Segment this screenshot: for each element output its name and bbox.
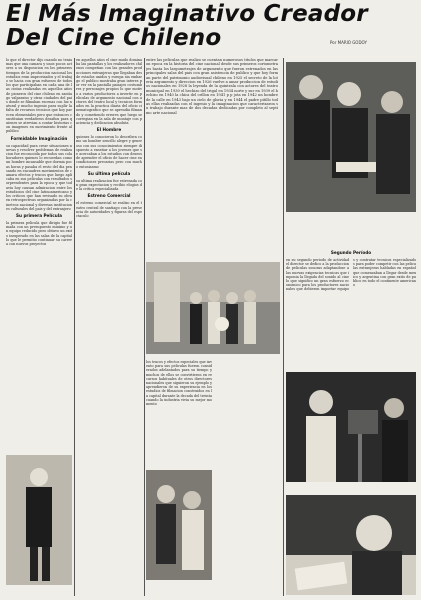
subhead-5: Segundo Período [330, 250, 372, 255]
subhead-3: Su primera Película [15, 212, 62, 218]
photo-three-men [286, 62, 416, 212]
body-text: el estreno comercial se realizo en el teatro central de santiago con la presencia de autoridades y figuras del espectaculo [76, 201, 142, 219]
body-text: entre las peliculas que realizo se cuentan numerosos titulos que marcaron epoca en la historia del cine nacional desde sus primeros cortometrajes hasta los largometrajes de argumento que fueron estrenados en las principales salas del pais con gran asistencia de publico y que hoy forman parte del patrimonio audiovisual chileno en 1925 el secreto de la loteria argumento y direccion en 1926 vuelve a amar produccion de estudios nacionales en 1928 la leyenda de la quintrala con actores del teatro municipal en 1930 el hechizo del trigal en 1934 norte y sur en 1939 el hechizo en 1940 la chica del crillon en 1941 p p jota en 1942 un hombre de la calle en 1943 bajo un cielo de gloria y en 1944 el padre pitillo todas ellas realizadas con el ingenio y la imaginacion que caracterizaron su trabajo durante mas de dos decadas dedicadas por completo al septimo arte nacional [146, 58, 278, 115]
column-rule [144, 58, 145, 596]
photo-director-portrait [286, 495, 416, 595]
subhead-6: Estreno Comercial [87, 193, 131, 199]
photo-caption [286, 214, 416, 224]
photo-man-camera [286, 372, 416, 482]
photo-man-standing [6, 455, 72, 585]
filmography-column [146, 58, 278, 258]
column-rule [74, 58, 75, 596]
text-column-2 [76, 58, 142, 598]
body-text: en aquellos años el cine mudo dominaba las pantallas y los realizadores chilenos competian con las grandes producciones extranjeras que llegaban desde estados unidos y europa sin embargo el publico mostraba gran interes por ver en la pantalla paisajes costumbres y personajes propios lo que motivo a varios productores a invertir en peliculas de argumento nacional con actores del teatro local y tecnicos formados en la practica diaria del oficio cinematografico que se aprendia filmando y cometiendo errores que luego se corregian en la sala de montaje con paciencia y dedicacion absoluta [76, 58, 142, 126]
subhead-1: Formidable Imaginación [10, 135, 68, 141]
subhead-4: Su última película [87, 170, 131, 176]
body-text: los trucos y efectos especiales que invento para sus peliculas fueron considerados adelantados para su tiempo y muchos de ellos se convirtieron en recursos habituales de otros directores nacionales que siguieron su ejemplo y aprendieron de su experiencia en los estudios de filmacion construidos en la capital durante la decada del treinta cuando la industria vivia su mejor momento [146, 360, 212, 407]
headline-line-2: Del Cine Chileno [6, 25, 222, 51]
headline-line-1: El Más Imaginativo Creador [6, 1, 368, 27]
body-text: su capacidad para crear situaciones nuevas y resolver problemas de realizacion fue reconocida por todos sus colaboradores quienes lo recuerdan como un hombre incansable que dormia pocas horas y pasaba el resto del dia pensando en encuadres movimientos de camara efectos y trucos que luego aplicaba en sus peliculas con resultados sorprendentes para la epoca y que todavia hoy causan admiracion entre los estudiosos del cine latinoamericano y los criticos que han revisado su obra en retrospectivas organizadas por la cineteca nacional y diversas instituciones culturales del pais y del extranjero [6, 143, 72, 211]
body-text: la primera pelicula que dirigio fue filmada con un presupuesto minimo y un equipo reducido pero obtuvo un exito inesperado en las salas de la capital lo que le permitio continuar su carrera con nuevos proyectos [6, 220, 72, 246]
body-text: en su segundo periodo de actividad el director se dedico a la produccion de peliculas sonoras adaptandose a las nuevas exigencias tecnicas que imponia la llegada del sonido al cine lo que significo un gran esfuerzo economico para los productores nacionales que debieron importar equipos y contratar tecnicos especializados para poder competir con las peliculas extranjeras habladas en español que comenzaban a llegar desde mexico y argentina con gran exito de publico en todo el continente americano [286, 258, 416, 292]
body-text: lo que el director dijo cuando no tenia mas que una camara y unos pocos actores a su disposicion en los primeros tiempos de la produccion nacional los estudios eran improvisados y el trabajo se hacia con gran esfuerzo de todos los que participaban en cada una de las cintas realizadas en aquellos años de pioneros del cine chileno en santiago valparaiso y otras ciudades del pais donde se filmaban escenas con luz natural y mucho ingenio para suplir la falta de recursos tecnicos que hoy parecen elementales pero que entonces constituian verdaderos desafios para quienes se atrevian a contar historias con imagenes en movimiento frente al publico [6, 58, 72, 134]
byline: Por MARIO GODOY [330, 40, 367, 45]
text-column-4 [286, 248, 416, 368]
subhead-2: El Hombre [96, 127, 122, 133]
column-rule [283, 58, 284, 596]
photo-actors [146, 470, 212, 580]
photo-film-crew [146, 262, 280, 354]
body-text: quienes lo conocieron lo describen como un hombre sencillo alegre y generoso con sus conocimientos siempre dispuesto a enseñar a los jovenes que se acercaban a los estudios con deseos de aprender el oficio de hacer cine en condiciones precarias pero con mucho entusiasmo [76, 135, 142, 169]
body-text: su ultima realizacion fue estrenada con gran expectacion y recibio elogios de la critica especializada [76, 178, 142, 192]
